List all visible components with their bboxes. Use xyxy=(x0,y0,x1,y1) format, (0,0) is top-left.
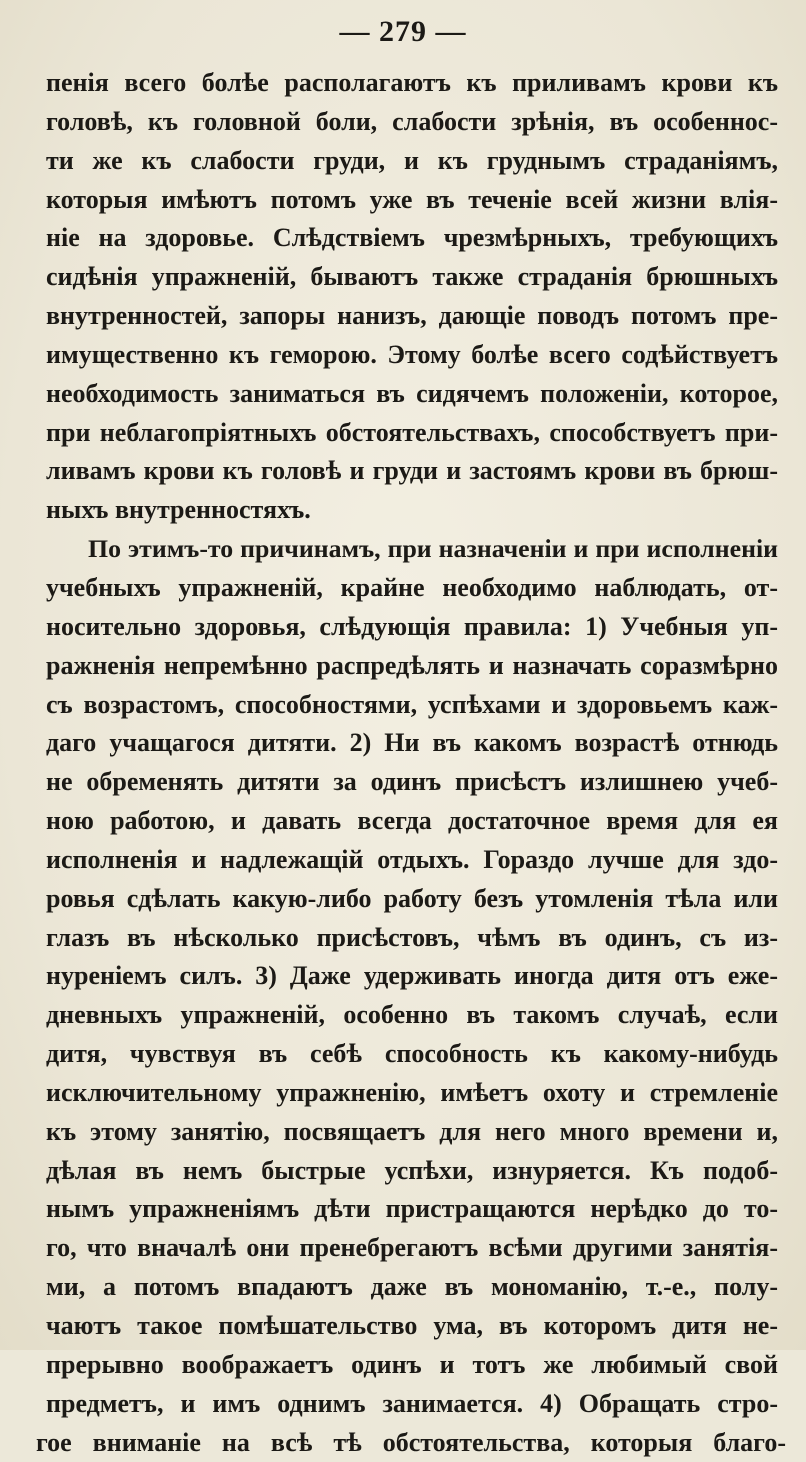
text-line: ною работою, и давать всегда достаточное время для ея xyxy=(46,806,778,836)
text-line: пенія всего болѣе располагаютъ къ приливамъ крови къ xyxy=(46,68,778,97)
text-line: прерывно воображаетъ одинъ и тотъ же любимый свой xyxy=(46,1349,778,1379)
text-line: сидѣнія упражненій, бываютъ также страданія брюшныхъ xyxy=(46,262,778,292)
text-line: исключительному упражненію, имѣетъ охоту и стремленіе xyxy=(46,1077,778,1107)
text-line: гое вниманіе на всѣ тѣ обстоятельства, которыя благо- xyxy=(36,1427,786,1457)
text-line: съ возрастомъ, способностями, успѣхами и здоровьемъ каж- xyxy=(46,689,778,719)
text-line: нымъ упражненіямъ дѣти пристращаются нерѣдко до то- xyxy=(46,1194,778,1224)
text-line: ровья сдѣлать какую-либо работу безъ утомленія тѣла или xyxy=(46,883,778,913)
text-line: ливамъ крови къ головѣ и груди и застоямъ крови въ брюш- xyxy=(46,456,778,486)
text-line: которыя имѣютъ потомъ уже въ теченіе всей жизни влія- xyxy=(46,184,778,214)
text-line: необходимость заниматься въ сидячемъ положеніи, которое, xyxy=(46,378,778,408)
text-line: дѣлая въ немъ быстрые успѣхи, изнуряется. Къ подоб- xyxy=(46,1155,778,1185)
text-line: глазъ въ нѣсколько присѣстовъ, чѣмъ въ одинъ, съ из- xyxy=(46,922,778,952)
page-number: — 279 — xyxy=(339,15,467,48)
text-line: даго учащагося дитяти. 2) Ни въ какомъ возрастѣ отнюдь xyxy=(46,728,778,758)
text-line: ми, а потомъ впадаютъ даже въ мономанію, т.-е., полу- xyxy=(46,1272,778,1302)
text-line: предметъ, и имъ однимъ занимается. 4) Обращать стро- xyxy=(46,1388,778,1418)
paragraph-end-line: ныхъ внутренностяхъ. xyxy=(46,495,311,525)
text-line: исполненія и надлежащій отдыхъ. Гораздо лучше для здо- xyxy=(46,844,778,874)
body-text xyxy=(36,64,786,1462)
paragraph-start-line: По этимъ-то причинамъ, при назначеніи и при исполненіи xyxy=(88,534,778,564)
text-line: нуреніемъ силъ. 3) Даже удерживать иногда дитя отъ еже- xyxy=(46,961,778,991)
text-line: го, что вначалѣ они пренебрегаютъ всѣми другими занятія- xyxy=(46,1233,778,1263)
text-line: ніе на здоровье. Слѣдствіемъ чрезмѣрныхъ, требующихъ xyxy=(46,223,778,253)
text-line: ражненія непремѣнно распредѣлять и назначать соразмѣрно xyxy=(46,650,778,680)
text-line: учебныхъ упражненій, крайне необходимо наблюдать, от- xyxy=(46,572,778,602)
text-line: ти же къ слабости груди, и къ груднымъ страданіямъ, xyxy=(46,145,778,175)
text-line: не обременять дитяти за одинъ присѣстъ излишнею учеб- xyxy=(46,767,778,797)
text-line: чаютъ такое помѣшательство ума, въ которомъ дитя не- xyxy=(46,1311,778,1340)
text-line: носительно здоровья, слѣдующія правила: 1) Учебныя уп- xyxy=(46,611,778,641)
text-line: имущественно къ геморою. Этому болѣе всего содѣйствуетъ xyxy=(46,339,778,369)
text-line: головѣ, къ головной боли, слабости зрѣнія, въ особеннос- xyxy=(46,106,778,136)
text-line: дневныхъ упражненій, особенно въ такомъ случаѣ, если xyxy=(46,1000,778,1030)
text-line: дитя, чувствуя въ себѣ способность къ какому-нибудь xyxy=(46,1039,778,1069)
text-line: при неблагопріятныхъ обстоятельствахъ, способствуетъ при- xyxy=(46,417,778,447)
text-line: внутренностей, запоры нанизъ, дающіе поводъ потомъ пре- xyxy=(46,301,778,331)
text-line: къ этому занятію, посвящаетъ для него много времени и, xyxy=(46,1116,778,1146)
